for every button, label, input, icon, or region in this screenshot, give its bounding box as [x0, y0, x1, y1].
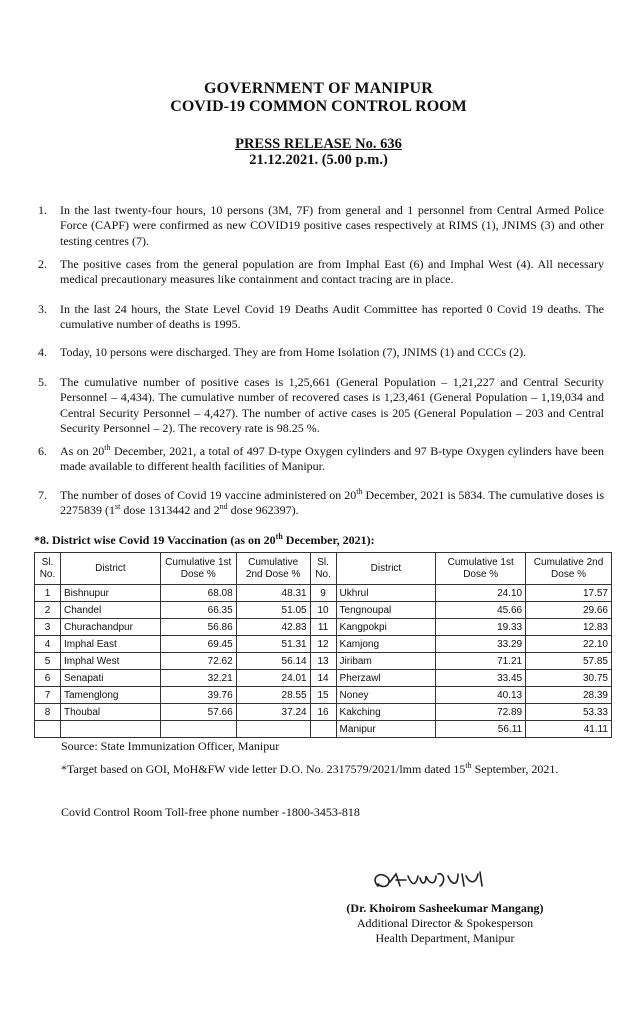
second-dose-cell: 28.55 — [236, 687, 310, 704]
second-dose-cell: 57.85 — [526, 653, 612, 670]
table-row — [35, 721, 612, 738]
table-row — [35, 704, 612, 721]
signer-name: (Dr. Khoirom Sasheekumar Mangang) — [346, 901, 544, 915]
district-cell: Manipur — [336, 721, 436, 738]
first-dose-cell: 40.13 — [436, 687, 526, 704]
point-5 — [38, 375, 604, 437]
district-cell: Jiribam — [336, 653, 436, 670]
second-dose-cell: 24.01 — [236, 670, 310, 687]
first-dose-cell: 19.33 — [436, 619, 526, 636]
district-header: District — [336, 553, 436, 585]
second-dose-cell — [236, 721, 310, 738]
sl-no-cell: 3 — [35, 619, 61, 636]
ordinal-suffix: th — [104, 443, 111, 452]
first-dose-cell: 68.08 — [160, 585, 236, 602]
sl-no-cell — [35, 721, 61, 738]
first-dose-cell: 45.66 — [436, 602, 526, 619]
target-note — [61, 762, 558, 777]
district-cell: Tamenglong — [60, 687, 160, 704]
point-3 — [38, 302, 604, 333]
sl-no-cell — [310, 721, 336, 738]
second-dose-cell: 48.31 — [236, 585, 310, 602]
note-part: *Target based on GOI, MoH&FW vide letter D.O. No. 2317579/2021/lmm dated 15 — [61, 762, 466, 776]
second-dose-header: Cumulative 2nd Dose % — [236, 553, 310, 585]
point-6 — [38, 444, 604, 475]
vaccination-section-heading — [34, 533, 375, 548]
note-part: September, 2021. — [471, 762, 559, 776]
signer-department: Health Department, Manipur — [375, 931, 515, 945]
table-row — [35, 670, 612, 687]
signature-image — [366, 862, 516, 898]
district-header: District — [60, 553, 160, 585]
point-1 — [38, 203, 604, 249]
second-dose-cell: 56.14 — [236, 653, 310, 670]
first-dose-cell: 32.21 — [160, 670, 236, 687]
toll-free-phone: Covid Control Room Toll-free phone number -1800-3453-818 — [61, 805, 360, 819]
sl-no-cell: 9 — [310, 585, 336, 602]
second-dose-cell: 42.83 — [236, 619, 310, 636]
second-dose-cell: 51.31 — [236, 636, 310, 653]
sl-no-cell: 4 — [35, 636, 61, 653]
press-release-date: 21.12.2021. (5.00 p.m.) — [249, 152, 388, 168]
first-dose-cell — [160, 721, 236, 738]
second-dose-cell: 22.10 — [526, 636, 612, 653]
district-cell: Kakching — [336, 704, 436, 721]
control-room-heading: COVID-19 COMMON CONTROL ROOM — [170, 98, 467, 115]
point-text-part: dose 1313442 and 2 — [120, 503, 220, 518]
point-text-part: As on 20 — [60, 444, 105, 458]
first-dose-cell: 69.45 — [160, 636, 236, 653]
point-number: 7. — [38, 488, 47, 502]
ordinal-suffix: nd — [219, 502, 228, 512]
signer-block — [330, 901, 560, 946]
first-dose-cell: 56.86 — [160, 619, 236, 636]
sl-no-cell: 13 — [310, 653, 336, 670]
point-text: In the last 24 hours, the State Level Covid 19 Deaths Audit Committee has reported 0 Covid 19 deaths. The cumulative number of deaths is 1995. — [60, 302, 604, 332]
point-text: Today, 10 persons were discharged. They are from Home Isolation (7), JNIMS (1) and CCCs (2). — [60, 345, 527, 359]
district-cell: Kamjong — [336, 636, 436, 653]
table-row — [35, 585, 612, 602]
first-dose-header: Cumulative 1st Dose % — [436, 553, 526, 585]
sl-no-header: Sl. No. — [35, 553, 61, 585]
second-dose-cell: 12.83 — [526, 619, 612, 636]
government-heading: GOVERNMENT OF MANIPUR — [203, 80, 434, 97]
point-number: 3. — [38, 302, 47, 316]
second-dose-cell: 17.57 — [526, 585, 612, 602]
ordinal-suffix: th — [356, 487, 363, 496]
sl-no-cell: 8 — [35, 704, 61, 721]
district-cell: Bishnupur — [60, 585, 160, 602]
point-text: In the last twenty-four hours, 10 persons (3M, 7F) from general and 1 personnel from Central Armed Police Force (CAPF) were confirmed as new COVID19 positive cases respectively at RIMS (1), JNIMS (3) and other testing centres (7). — [60, 203, 604, 248]
source-note: Source: State Immunization Officer, Manipur — [61, 739, 280, 753]
table-row — [35, 636, 612, 653]
first-dose-cell: 71.21 — [436, 653, 526, 670]
sl-no-cell: 7 — [35, 687, 61, 704]
point-text-part: December, 2021 is 5834. The cumulative doses is 2275839 (1 — [60, 488, 604, 518]
sl-no-cell: 12 — [310, 636, 336, 653]
point-text-part: The number of doses of Covid 19 vaccine administered on 20 — [60, 488, 357, 502]
heading-part: December, 2021): — [282, 533, 375, 547]
first-dose-cell: 56.11 — [436, 721, 526, 738]
first-dose-cell: 33.45 — [436, 670, 526, 687]
first-dose-cell: 33.29 — [436, 636, 526, 653]
sl-no-cell: 11 — [310, 619, 336, 636]
district-cell: Imphal West — [60, 653, 160, 670]
heading-part: *8. District wise Covid 19 Vaccination (as on 20 — [34, 533, 276, 547]
point-text: The cumulative number of positive cases is 1,25,661 (General Population – 1,21,227 and Central Security Personnel – 4,434). The cumulative number of recovered cases is 1,23,461 (General Population – 1,19,034 and Central Security Personnel – 4,427). The number of active cases is 205 (General Population – 203 and Central Security Personnel – 2). The recovery rate is 98.25 %. — [60, 375, 604, 436]
second-dose-cell: 51.05 — [236, 602, 310, 619]
table-row — [35, 653, 612, 670]
point-2 — [38, 257, 604, 288]
point-number: 5. — [38, 375, 47, 389]
press-release-number: PRESS RELEASE No. 636 — [235, 136, 402, 152]
point-7 — [38, 488, 604, 519]
first-dose-cell: 72.62 — [160, 653, 236, 670]
first-dose-cell: 66.35 — [160, 602, 236, 619]
point-text-part: December, 2021, a total of 497 D-type Oxygen cylinders and 97 B-type Oxygen cylinders have been made available to different health facilities of Manipur. — [60, 444, 605, 474]
point-number: 2. — [38, 257, 47, 271]
sl-no-cell: 16 — [310, 704, 336, 721]
district-cell: Thoubal — [60, 704, 160, 721]
point-text — [60, 488, 604, 519]
district-cell: Tengnoupal — [336, 602, 436, 619]
point-number: 4. — [38, 345, 47, 359]
point-number: 1. — [38, 203, 47, 217]
sl-no-cell: 10 — [310, 602, 336, 619]
sl-no-header: Sl. No. — [310, 553, 336, 585]
district-cell: Noney — [336, 687, 436, 704]
signer-title: Additional Director & Spokesperson — [356, 916, 534, 930]
first-dose-cell: 57.66 — [160, 704, 236, 721]
table-row — [35, 687, 612, 704]
ordinal-suffix: th — [275, 532, 283, 541]
sl-no-cell: 14 — [310, 670, 336, 687]
table-row — [35, 602, 612, 619]
ordinal-suffix: th — [465, 761, 472, 770]
second-dose-cell: 37.24 — [236, 704, 310, 721]
vaccination-table — [34, 552, 612, 738]
sl-no-cell: 15 — [310, 687, 336, 704]
district-cell: Pherzawl — [336, 670, 436, 687]
point-number: 6. — [38, 444, 47, 458]
district-cell: Kangpokpi — [336, 619, 436, 636]
second-dose-cell: 29.66 — [526, 602, 612, 619]
first-dose-cell: 39.76 — [160, 687, 236, 704]
second-dose-cell: 30.75 — [526, 670, 612, 687]
second-dose-header: Cumulative 2nd Dose % — [526, 553, 612, 585]
first-dose-cell: 72.89 — [436, 704, 526, 721]
second-dose-cell: 53.33 — [526, 704, 612, 721]
point-text: The positive cases from the general population are from Imphal East (6) and Imphal West (4). All necessary medical precautionary measures like containment and contact tracing are in place. — [60, 257, 604, 287]
second-dose-cell: 41.11 — [526, 721, 612, 738]
table-header-row — [35, 553, 612, 585]
point-text-part: dose 962397). — [227, 503, 299, 518]
sl-no-cell: 5 — [35, 653, 61, 670]
ordinal-suffix: st — [115, 502, 121, 512]
table-row — [35, 619, 612, 636]
second-dose-cell: 28.39 — [526, 687, 612, 704]
district-cell: Ukhrul — [336, 585, 436, 602]
sl-no-cell: 1 — [35, 585, 61, 602]
district-cell: Chandel — [60, 602, 160, 619]
point-text — [60, 444, 604, 475]
sl-no-cell: 2 — [35, 602, 61, 619]
district-cell: Senapati — [60, 670, 160, 687]
sl-no-cell: 6 — [35, 670, 61, 687]
first-dose-header: Cumulative 1st Dose % — [160, 553, 236, 585]
district-cell — [60, 721, 160, 738]
first-dose-cell: 24.10 — [436, 585, 526, 602]
district-cell: Churachandpur — [60, 619, 160, 636]
district-cell: Imphal East — [60, 636, 160, 653]
point-4 — [38, 345, 604, 360]
